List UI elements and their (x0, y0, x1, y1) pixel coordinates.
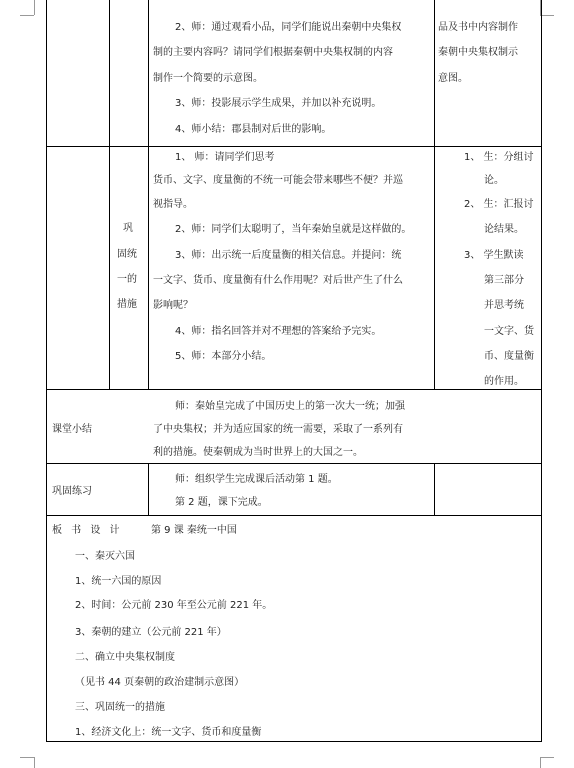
text-line: 币、度量衡 (484, 351, 534, 362)
text-line: 一文字、货币、度量衡有什么作用呢？对后世产生了什么 (153, 275, 403, 286)
text-line: 并思考统 (484, 300, 524, 311)
board-line: 1、统一六国的原因 (75, 576, 162, 587)
text-line: 一的 (117, 274, 137, 285)
text-line: 1、 生：分组讨 (464, 152, 534, 163)
table-border-bottom (46, 741, 542, 742)
text-line: 4、师小结：郡县制对后世的影响。 (175, 124, 332, 135)
text-line: 货币、文字、度量衡的不统一可能会带来哪些不便？并巡 (153, 175, 403, 186)
row-divider (46, 515, 542, 516)
row-divider (46, 389, 542, 390)
row-divider (46, 463, 542, 464)
text-line: 一文字、货 (484, 326, 534, 337)
crop-mark (20, 757, 34, 758)
text-line: 利的措施。使秦朝成为当时世界上的大国之一。 (153, 447, 363, 458)
col-divider (148, 463, 149, 515)
practice-label: 巩固练习 (52, 486, 92, 497)
crop-mark (34, 0, 35, 15)
text-line: 论结果。 (484, 224, 524, 235)
text-line: 影响呢？ (153, 300, 193, 311)
text-line: 2、 生：汇报讨 (464, 199, 534, 210)
crop-mark (20, 15, 34, 16)
board-line: 二、确立中央集权制度 (75, 652, 175, 663)
text-line: 3、师：投影展示学生成果，并加以补充说明。 (175, 98, 382, 109)
text-line: 2、师：通过观看小品，同学们能说出秦朝中央集权 (175, 22, 402, 33)
text-line: 视指导。 (153, 199, 193, 210)
text-line: 4、师：指名回答并对不理想的答案给予完实。 (175, 326, 382, 337)
text-line: 秦朝中央集权制示 (438, 47, 518, 58)
board-heading-title: 第 9 课 秦统一中国 (151, 525, 237, 536)
text-line: 5、师：本部分小结。 (175, 351, 272, 362)
board-line: （见书 44 页秦朝的政治建制示意图） (75, 677, 245, 688)
crop-mark (540, 757, 554, 758)
board-line: 3、秦朝的建立（公元前 221 年） (75, 627, 227, 638)
board-line: 一、秦灭六国 (75, 551, 135, 562)
text-line: 1、 师：请同学们思考 (175, 152, 275, 163)
col-divider (109, 0, 110, 389)
text-line: 3、 学生默读 (464, 250, 524, 261)
table-border-left (46, 0, 47, 741)
crop-mark (540, 15, 554, 16)
text-line: 制作一个简要的示意图。 (153, 73, 263, 84)
board-line: 2、时间：公元前 230 年至公元前 221 年。 (75, 600, 273, 611)
text-line: 3、师：出示统一后度量衡的相关信息。并提问：统 (175, 250, 402, 261)
text-line: 品及书中内容制作 (438, 22, 518, 33)
crop-mark (540, 757, 541, 768)
text-line: 固统 (117, 249, 137, 260)
board-line: 三、巩固统一的措施 (75, 702, 165, 713)
col-divider (434, 0, 435, 389)
text-line: 制的主要内容吗？请同学们根据秦朝中央集权制的内容 (153, 47, 393, 58)
board-line: 1、经济文化上：统一文字、货币和度量衡 (75, 727, 262, 738)
crop-mark (34, 757, 35, 768)
board-heading-label: 板 书 设 计 (52, 525, 123, 536)
text-line: 师：秦始皇完成了中国历史上的第一次大一统；加强 (175, 401, 405, 412)
text-line: 了中央集权；并为适应国家的统一需要，采取了一系列有 (153, 424, 403, 435)
text-line: 2、师：同学们太聪明了，当年秦始皇就是这样做的。 (175, 224, 412, 235)
table-border-right (541, 0, 542, 741)
col-divider (434, 463, 435, 515)
text-line: 意图。 (438, 73, 468, 84)
text-line: 措施 (117, 299, 137, 310)
text-line: 师：组织学生完成课后活动第 1 题。 (175, 474, 338, 485)
col-divider (148, 0, 149, 389)
text-line: 第 2 题，课下完成。 (175, 497, 268, 508)
text-line: 巩 (123, 223, 133, 234)
text-line: 的作用。 (484, 376, 524, 387)
text-line: 论。 (484, 175, 504, 186)
summary-label: 课堂小结 (52, 424, 92, 435)
row-divider (46, 146, 542, 147)
text-line: 第三部分 (484, 275, 524, 286)
